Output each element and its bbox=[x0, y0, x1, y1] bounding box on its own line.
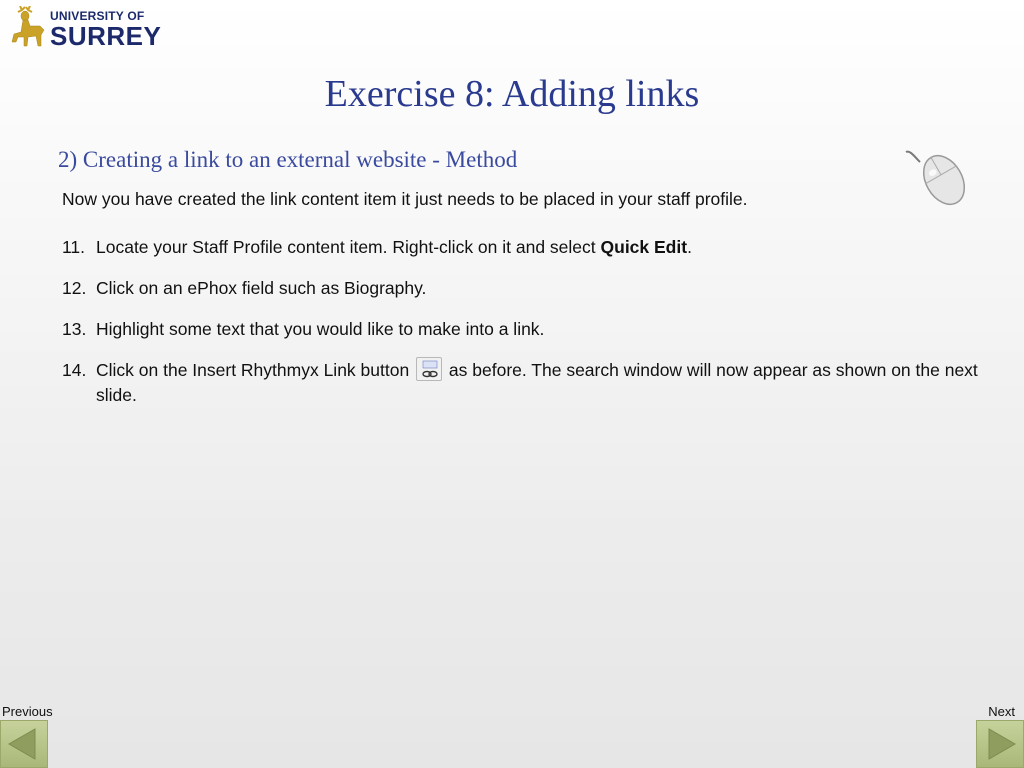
step-text bbox=[96, 358, 1017, 407]
step-text-part: as before. The search window will now appear as shown on the next slide. bbox=[96, 360, 978, 406]
step-item bbox=[62, 235, 1017, 259]
step-item bbox=[62, 317, 1017, 341]
previous-button[interactable] bbox=[0, 720, 48, 768]
triangle-left-icon bbox=[1, 721, 47, 767]
triangle-right-icon bbox=[977, 721, 1023, 767]
step-item bbox=[62, 358, 1017, 407]
step-number: 14. bbox=[62, 360, 87, 380]
next-button[interactable] bbox=[976, 720, 1024, 768]
logo-text bbox=[50, 10, 161, 49]
step-text-part: Locate your Staff Profile content item. Right-click on it and select bbox=[96, 237, 601, 257]
next-label[interactable]: Next bbox=[988, 704, 1015, 719]
step-item bbox=[62, 276, 1017, 300]
step-number: 13. bbox=[62, 319, 87, 339]
intro-text: Now you have created the link content item it just needs to be placed in your staff profile. bbox=[62, 189, 748, 209]
step-text-part: . bbox=[687, 237, 692, 257]
university-logo bbox=[8, 6, 168, 54]
step-text: Highlight some text that you would like to make into a link. bbox=[96, 319, 545, 339]
step-text: Click on an ePhox field such as Biography. bbox=[96, 278, 427, 298]
step-number: 11. bbox=[62, 237, 86, 257]
step-text-part: Click on the Insert Rhythmyx Link button bbox=[96, 360, 415, 380]
step-text bbox=[96, 235, 1017, 259]
cms-link-icon bbox=[416, 357, 442, 381]
logo-line-surrey: SURREY bbox=[50, 21, 162, 51]
quick-edit-label: Quick Edit bbox=[600, 237, 688, 257]
step-number: 12. bbox=[62, 278, 87, 298]
slide-title: Exercise 8: Adding links bbox=[324, 73, 700, 115]
slide-subtitle: 2) Creating a link to an external website - Method bbox=[58, 147, 518, 172]
computer-mouse-icon bbox=[900, 148, 976, 208]
steps-list bbox=[62, 235, 1017, 424]
previous-label[interactable]: Previous bbox=[2, 704, 53, 719]
logo-line-university: UNIVERSITY OF bbox=[50, 9, 145, 23]
stag-icon bbox=[8, 6, 48, 52]
